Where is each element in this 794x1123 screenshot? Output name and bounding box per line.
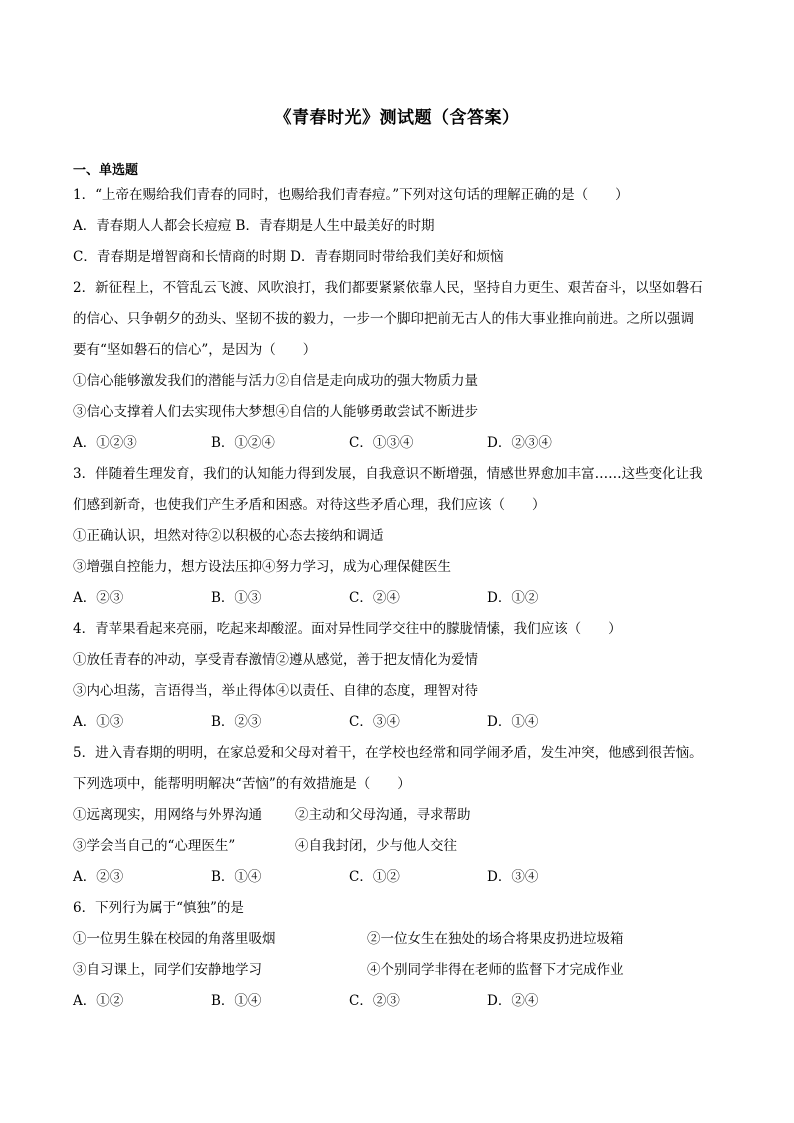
- answer-option[interactable]: C．①②: [349, 869, 400, 885]
- statement-row: [73, 800, 763, 831]
- answer-option[interactable]: C．①③④: [349, 435, 414, 451]
- statement: ④自我封闭，少与他人交往: [295, 838, 457, 854]
- question-stem-line: 要有“坚如磐石的信心”，是因为（ ）: [73, 342, 317, 358]
- statement: ④个别同学非得在老师的监督下才完成作业: [367, 962, 624, 978]
- answer-options: [73, 986, 763, 1017]
- statement: ②一位女生在独处的场合将果皮扔进垃圾箱: [367, 931, 624, 947]
- answer-option[interactable]: B．①③: [211, 590, 262, 606]
- statement: ①远离现实，用网络与外界沟通: [73, 807, 262, 823]
- statement-line: ③增强自控能力，想方设法压抑④努力学习，成为心理保健医生: [73, 559, 451, 575]
- answer-option-line[interactable]: A．青春期人人都会长痘痘 B．青春期是人生中最美好的时期: [73, 218, 435, 234]
- answer-option[interactable]: D．③④: [487, 869, 539, 885]
- statement-line: ①正确认识，坦然对待②以积极的心态去接纳和调适: [73, 528, 384, 544]
- question-block: [73, 614, 763, 738]
- answer-option[interactable]: B．①④: [211, 869, 262, 885]
- statement-row: [73, 955, 763, 986]
- question-stem-line: 2．新征程上，不管乱云飞渡、风吹浪打，我们都要紧紧依靠人民，坚持自力更生、艰苦奋斗，以坚如磐石: [73, 280, 703, 296]
- statement: ③学会当自己的“心理医生”: [73, 838, 236, 854]
- question-block: [73, 738, 763, 893]
- answer-option[interactable]: B．①④: [211, 993, 262, 1009]
- answer-options: [73, 428, 763, 459]
- statement-line: ①信心能够激发我们的潜能与活力②自信是走向成功的强大物质力量: [73, 373, 478, 389]
- answer-option[interactable]: C．②④: [349, 590, 400, 606]
- answer-option[interactable]: D．①②: [487, 590, 539, 606]
- question-stem-line: 的信心、只争朝夕的劲头、坚韧不拔的毅力，一步一个脚印把前无古人的伟大事业推向前进。之所以强调: [73, 311, 694, 327]
- question-stem-line: 3．伴随着生理发育，我们的认知能力得到发展，自我意识不断增强，情感世界愈加丰富……这些变化让我: [73, 466, 703, 482]
- page-title: 《青春时光》测试题（含答案）: [274, 108, 520, 128]
- statement: ③自习课上，同学们安静地学习: [73, 962, 262, 978]
- answer-options: [73, 862, 763, 893]
- answer-option[interactable]: D．②③④: [487, 435, 552, 451]
- question-list: [73, 180, 763, 1017]
- question-stem-line: 6．下列行为属于“慎独”的是: [73, 900, 244, 916]
- statement: ①一位男生躲在校园的角落里吸烟: [73, 931, 276, 947]
- statement-line: ③内心坦荡，言语得当，举止得体④以责任、自律的态度，理智对待: [73, 683, 478, 699]
- answer-option[interactable]: A．②③: [73, 869, 124, 885]
- answer-option[interactable]: A．②③: [73, 590, 124, 606]
- question-stem-line: 1．“上帝在赐给我们青春的同时，也赐给我们青春痘。”下列对这句话的理解正确的是（ ）: [73, 187, 629, 203]
- answer-option[interactable]: C．③④: [349, 714, 400, 730]
- question-block: [73, 180, 763, 273]
- question-block: [73, 459, 763, 614]
- answer-option[interactable]: D．①④: [487, 714, 539, 730]
- question-stem-line: 4．青苹果看起来亮丽，吃起来却酸涩。面对异性同学交往中的朦胧情愫，我们应该（ ）: [73, 621, 622, 637]
- answer-option[interactable]: A．①②③: [73, 435, 137, 451]
- question-stem-line: 们感到新奇，也使我们产生矛盾和困惑。对待这些矛盾心理，我们应该（ ）: [73, 497, 546, 513]
- answer-options: [73, 707, 763, 738]
- answer-option[interactable]: D．②④: [487, 993, 539, 1009]
- section-heading: 一、单选题: [73, 163, 139, 178]
- answer-option-line[interactable]: C．青春期是增智商和长情商的时期 D．青春期同时带给我们美好和烦恼: [73, 249, 504, 265]
- answer-option[interactable]: B．①②④: [211, 435, 275, 451]
- statement-row: [73, 831, 763, 862]
- answer-option[interactable]: B．②③: [211, 714, 262, 730]
- question-stem-line: 5．进入青春期的明明，在家总爱和父母对着干，在学校也经常和同学闹矛盾，发生冲突，他感到很苦恼。: [73, 745, 703, 761]
- answer-option[interactable]: A．①②: [73, 993, 124, 1009]
- statement-line: ③信心支撑着人们去实现伟大梦想④自信的人能够勇敢尝试不断进步: [73, 404, 478, 420]
- question-block: [73, 893, 763, 1017]
- statement: ②主动和父母沟通，寻求帮助: [295, 807, 471, 823]
- statement-line: ①放任青春的冲动，享受青春激情②遵从感觉，善于把友情化为爱情: [73, 652, 478, 668]
- answer-option[interactable]: C．②③: [349, 993, 400, 1009]
- question-block: [73, 273, 763, 459]
- answer-options: [73, 583, 763, 614]
- answer-option[interactable]: A．①③: [73, 714, 124, 730]
- statement-row: [73, 924, 763, 955]
- question-stem-line: 下列选项中，能帮明明解决“苦恼”的有效措施是（ ）: [73, 776, 411, 792]
